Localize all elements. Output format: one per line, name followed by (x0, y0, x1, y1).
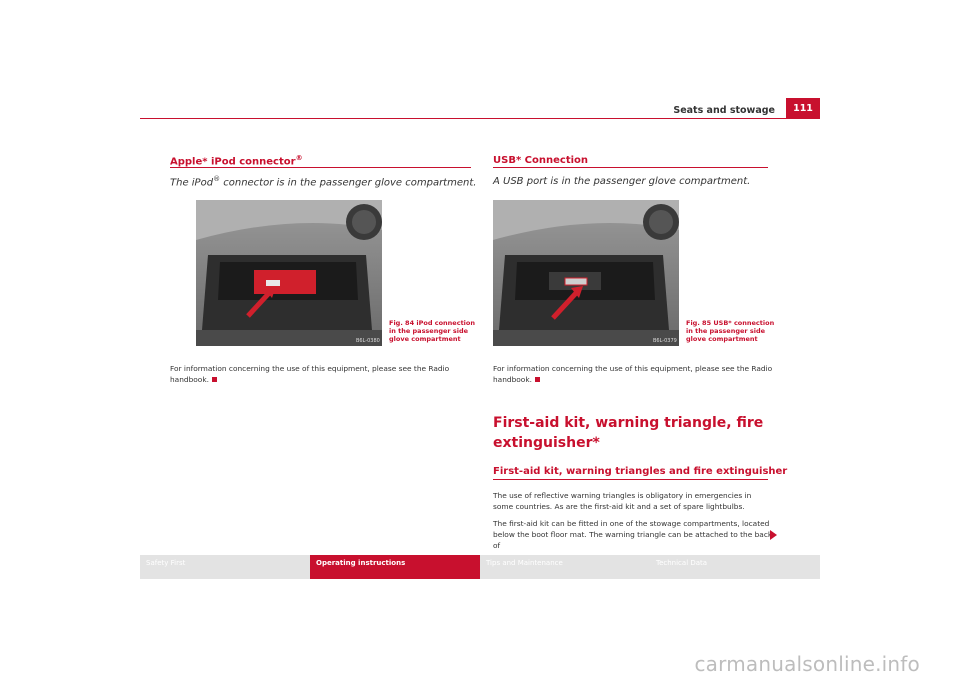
page-header-title: Seats and stowage (673, 105, 775, 116)
page-number: 111 (786, 98, 820, 118)
watermark: carmanualsonline.info (694, 652, 920, 676)
chapter-heading: First-aid kit, warning triangle, fire extinguisher* (493, 415, 764, 451)
section-lead-usb: A USB port is in the passenger glove compartment. (493, 176, 751, 187)
end-of-section-icon (212, 377, 217, 382)
footer-tab-safety-first[interactable]: Safety First (140, 555, 310, 579)
body-usb: For information concerning the use of this equipment, please see the Radio handbook. (493, 364, 773, 384)
section-title-first-aid: First-aid kit, warning triangles and fire extinguisher (493, 466, 788, 477)
continue-arrow-icon (770, 530, 777, 540)
section-lead-ipod: The iPod® connector is in the passenger glove compartment. (170, 175, 477, 189)
figure-caption-84: Fig. 84 iPod connection in the passenger side glove compartment (389, 319, 475, 343)
section-rule (493, 479, 768, 480)
figure-caption-85: Fig. 85 USB* connection in the passenger side glove compartment (686, 319, 775, 343)
figure-code-85: B6L-0379 (653, 338, 677, 344)
figure-code-84: B6L-0380 (356, 338, 380, 344)
end-of-section-icon (535, 377, 540, 382)
body-ipod: For information concerning the use of this equipment, please see the Radio handbook. (170, 364, 450, 384)
footer-nav (140, 555, 820, 579)
para-warning-triangles: The use of reflective warning triangles is obligatory in emergencies in some countries. As are the first-aid kit and a set of spare lightbulbs. (493, 491, 752, 511)
section-title-usb: USB* Connection (493, 155, 589, 166)
para-first-aid-kit: The first-aid kit can be fitted in one of the stowage compartments, located below the boot floor mat. The warning triangle can be attached to the back of (493, 519, 773, 550)
ipod-glovebox-photo (196, 200, 382, 346)
footer-tab-technical-data[interactable]: Technical Data (650, 555, 820, 579)
footer-tab-tips-maintenance[interactable]: Tips and Maintenance (480, 555, 650, 579)
section-rule (493, 167, 768, 168)
header-rule (140, 118, 820, 119)
section-title-ipod: Apple* iPod connector® (170, 154, 303, 168)
usb-glovebox-photo (493, 200, 679, 346)
section-rule (170, 167, 471, 168)
footer-tab-operating-instructions[interactable]: Operating instructions (310, 555, 480, 579)
